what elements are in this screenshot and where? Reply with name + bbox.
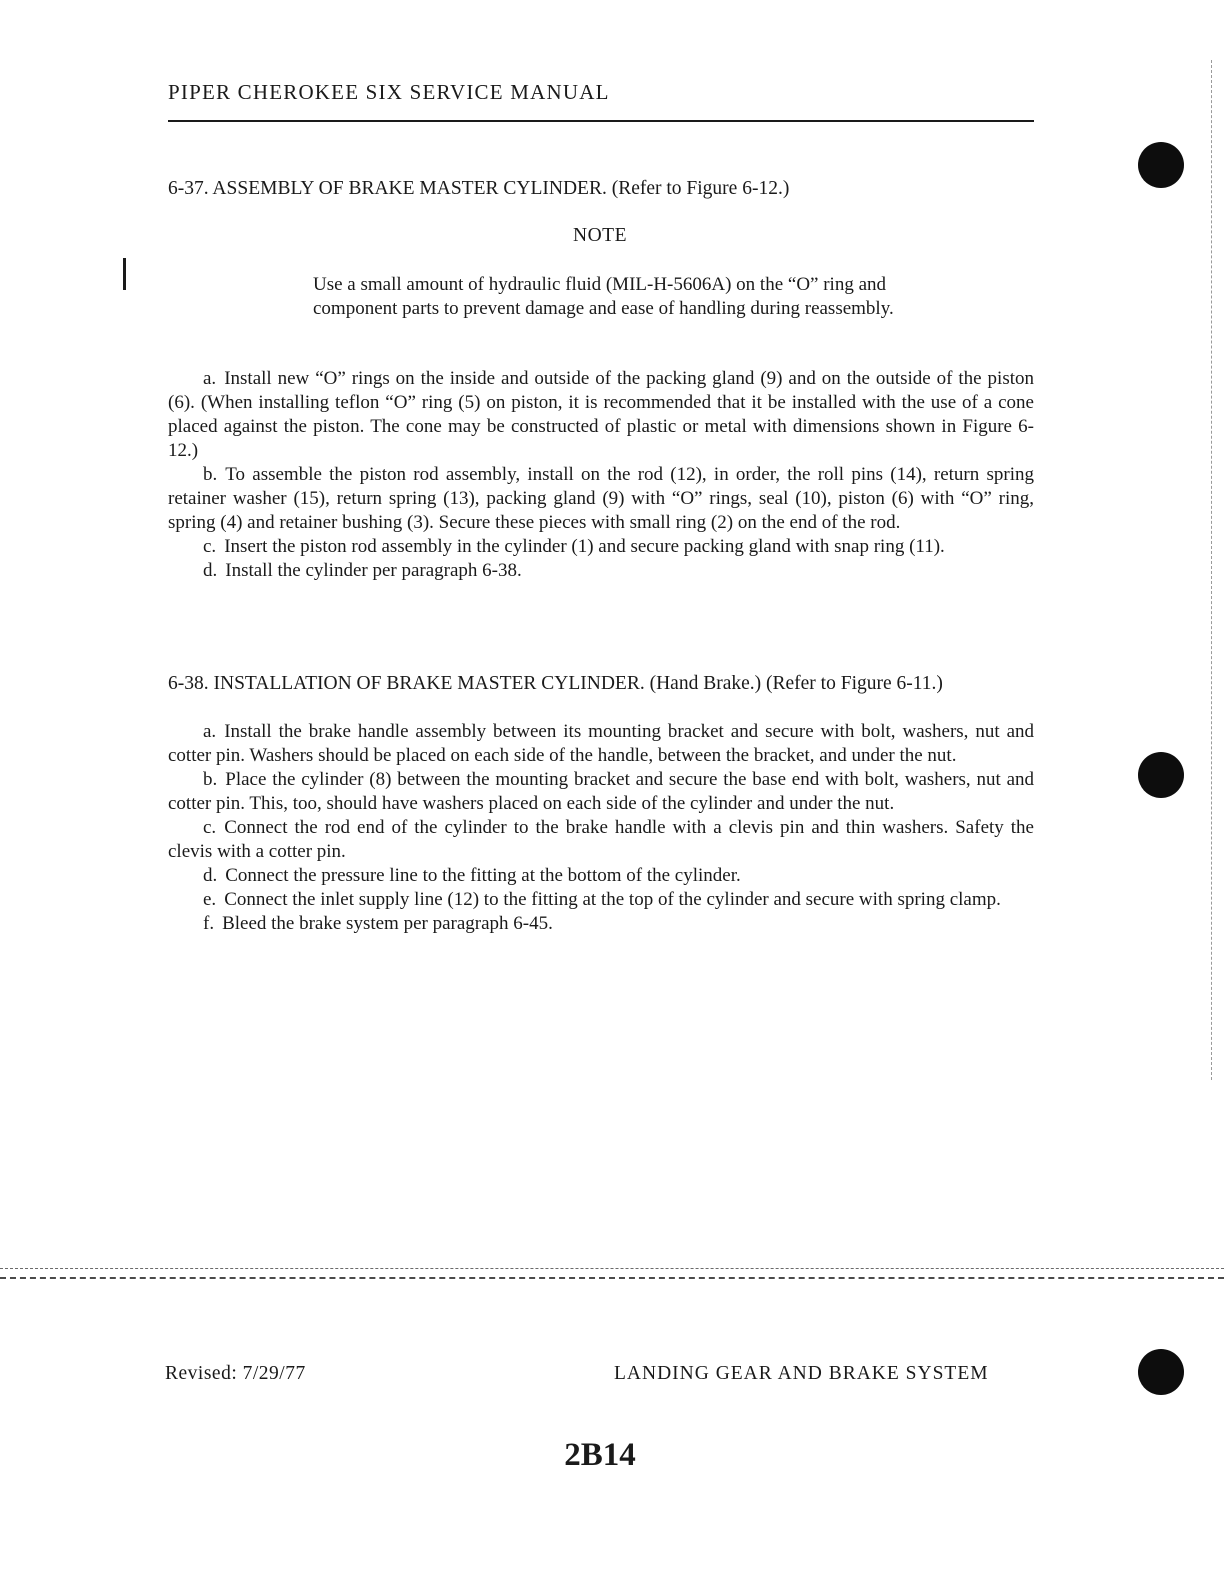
step-item — [168, 720, 1034, 768]
step-label: a. — [203, 368, 217, 389]
step-text: Install new “O” rings on the inside and outside of the packing gland (9) and on the outside of the piston (6). (When installing teflon “O” ring (5) on piston, it is recommended that it be installed with the use of a cone placed against the piston. The cone may be constructed of plastic or metal with dimensions shown in Figure 6-12.) — [168, 368, 1034, 461]
header-rule — [168, 120, 1034, 122]
step-text: Bleed the brake system per paragraph 6-45. — [222, 913, 553, 934]
step-item — [168, 535, 1034, 559]
step-label: d. — [203, 865, 218, 886]
page-code: 2B14 — [564, 1437, 636, 1473]
note-label: NOTE — [573, 225, 627, 246]
step-label: b. — [203, 769, 218, 790]
step-label: d. — [203, 560, 218, 581]
step-text: Connect the pressure line to the fitting at the bottom of the cylinder. — [225, 865, 741, 886]
binder-hole-bottom — [1138, 1349, 1184, 1395]
revision-change-bar — [123, 258, 126, 290]
footer-section-name: LANDING GEAR AND BRAKE SYSTEM — [614, 1363, 989, 1384]
section-heading-6-38: 6-38. INSTALLATION OF BRAKE MASTER CYLINDER. (Hand Brake.) (Refer to Figure 6-11.) — [168, 673, 943, 694]
step-item — [168, 463, 1034, 535]
step-item — [168, 912, 1034, 936]
step-item — [168, 888, 1034, 912]
step-label: c. — [203, 817, 217, 838]
step-item — [168, 367, 1034, 463]
page-cut-line — [0, 1268, 1224, 1269]
section-heading-6-37: 6-37. ASSEMBLY OF BRAKE MASTER CYLINDER. (Refer to Figure 6-12.) — [168, 178, 790, 199]
step-label: a. — [203, 721, 217, 742]
step-label: f. — [203, 913, 215, 934]
step-text: Place the cylinder (8) between the mounting bracket and secure the base end with bolt, washers, nut and cotter pin. This, too, should have washers placed on each side of the cylinder and under the nut. — [168, 769, 1034, 814]
section-6-38-steps — [168, 720, 1034, 936]
step-text: Insert the piston rod assembly in the cylinder (1) and secure packing gland with snap ring (11). — [224, 536, 945, 557]
step-label: b. — [203, 464, 218, 485]
step-item — [168, 864, 1034, 888]
revision-date: Revised: 7/29/77 — [165, 1363, 306, 1384]
step-label: e. — [203, 889, 217, 910]
step-text: Install the brake handle assembly between its mounting bracket and secure with bolt, washers, nut and cotter pin. Washers should be placed on each side of the handle, between the bracket, and under the nut. — [168, 721, 1034, 766]
scan-edge-marks — [1211, 60, 1213, 1080]
step-text: Install the cylinder per paragraph 6-38. — [225, 560, 522, 581]
page-header-title: PIPER CHEROKEE SIX SERVICE MANUAL — [168, 80, 610, 104]
step-item — [168, 559, 1034, 583]
step-item — [168, 816, 1034, 864]
step-text: Connect the rod end of the cylinder to the brake handle with a clevis pin and thin washers. Safety the clevis with a cotter pin. — [168, 817, 1034, 862]
step-item — [168, 768, 1034, 816]
page-cut-line — [0, 1277, 1224, 1279]
section-6-37-steps — [168, 367, 1034, 583]
binder-hole-top — [1138, 142, 1184, 188]
step-text: To assemble the piston rod assembly, install on the rod (12), in order, the roll pins (14), return spring retainer washer (15), return spring (13), packing gland (9) with “O” rings, seal (10), piston (6) with “O” ring, spring (4) and retainer bushing (3). Secure these pieces with small ring (2) on the end of the rod. — [168, 464, 1034, 533]
binder-hole-middle — [1138, 752, 1184, 798]
step-text: Connect the inlet supply line (12) to the fitting at the top of the cylinder and secure with spring clamp. — [224, 889, 1001, 910]
step-label: c. — [203, 536, 217, 557]
note-text: Use a small amount of hydraulic fluid (MIL-H-5606A) on the “O” ring and component parts to prevent damage and ease of handling during reassembly. — [313, 274, 894, 319]
